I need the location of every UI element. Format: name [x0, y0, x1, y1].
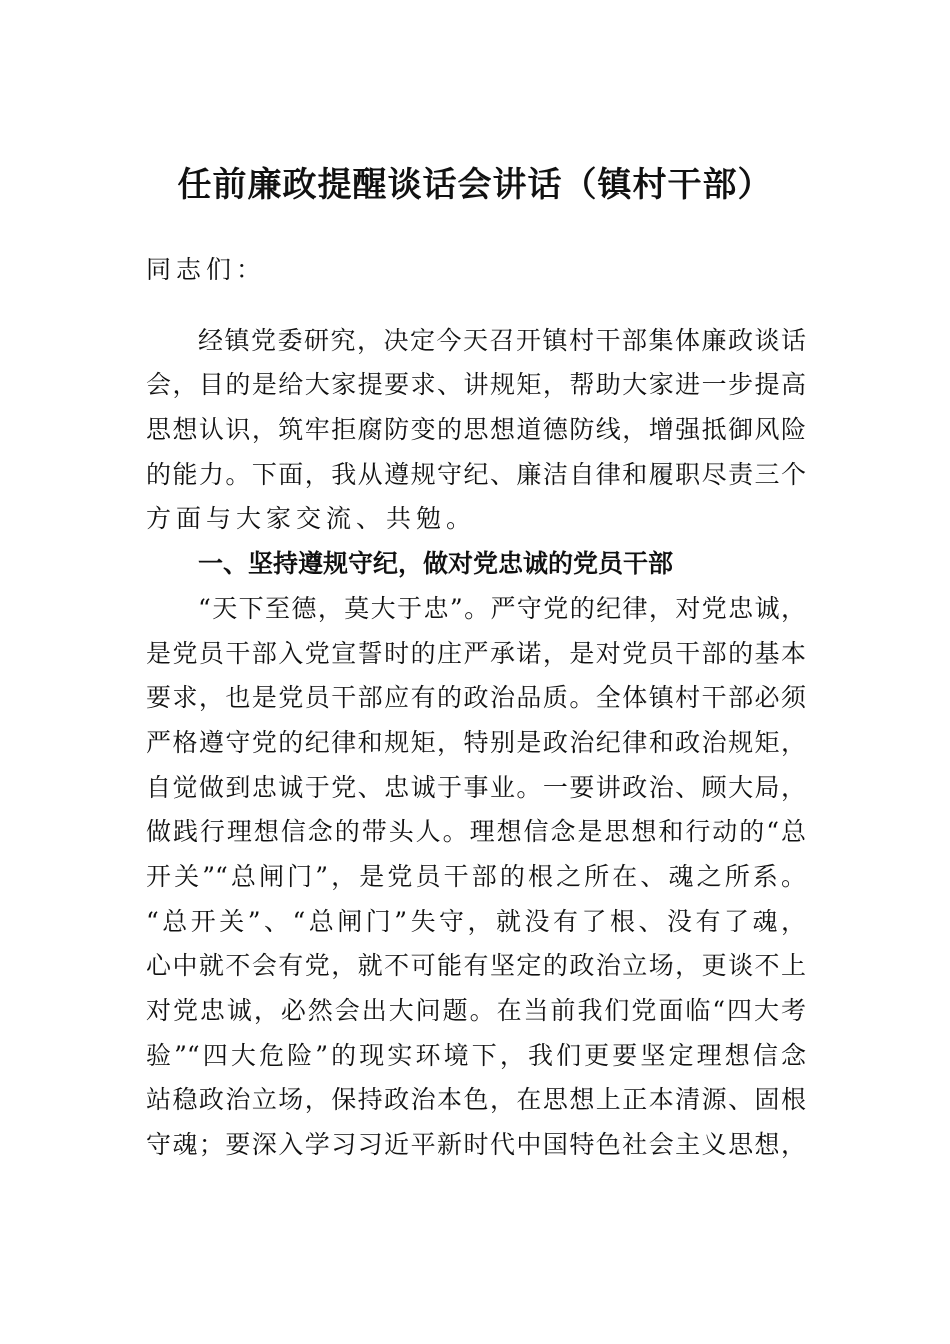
text-line: “总开关”、“总闸门”失守，就没有了根、没有了魂， [146, 906, 806, 936]
text-line: 心中就不会有党，就不可能有坚定的政治立场，更谈不上 [146, 951, 806, 981]
text-line: 做践行理想信念的带头人。理想信念是思想和行动的“总 [146, 817, 806, 847]
salutation: 同志们： [146, 255, 267, 284]
spacer [146, 293, 806, 319]
paragraph-intro [146, 319, 806, 542]
text-line: 是党员干部入党宣誓时的庄严承诺，是对党员干部的基本 [146, 638, 806, 668]
text-line: 对党忠诚，必然会出大问题。在当前我们党面临“四大考 [146, 996, 806, 1025]
document-title: 任前廉政提醒谈话会讲话（镇村干部） [177, 165, 773, 205]
text-line: 思想认识，筑牢拒腐防变的思想道德防线，增强抵御风险 [146, 415, 806, 445]
section-heading: 一、坚持遵规守纪，做对党忠诚的党员干部 [198, 549, 674, 579]
text-line: 站稳政治立场，保持政治本色，在思想上正本清源、固根 [146, 1085, 806, 1115]
paragraph-section1 [146, 587, 806, 1168]
text-line: “天下至德，莫大于忠”。严守党的纪律，对党忠诚， [198, 593, 806, 623]
text-line: 经镇党委研究，决定今天召开镇村干部集体廉政谈话 [198, 325, 806, 355]
text-line: 要求，也是党员干部应有的政治品质。全体镇村干部必须 [146, 683, 806, 713]
text-line: 自觉做到忠诚于党、忠诚于事业。一要讲政治、顾大局， [146, 772, 806, 802]
text-line: 严格遵守党的纪律和规矩，特别是政治纪律和政治规矩， [146, 727, 806, 757]
text-line: 开关”“总闸门”，是党员干部的根之所在、魂之所系。 [146, 861, 806, 891]
text-line: 的能力。下面，我从遵规守纪、廉洁自律和履职尽责三个 [146, 459, 806, 489]
text-line: 验”“四大危险”的现实环境下，我们更要坚定理想信念 [146, 1040, 806, 1070]
document-body [146, 248, 806, 1168]
text-line: 方面与大家交流、共勉。 [146, 504, 477, 534]
text-line: 守魂；要深入学习习近平新时代中国特色社会主义思想， [146, 1130, 806, 1160]
text-line: 会，目的是给大家提要求、讲规矩，帮助大家进一步提高 [146, 370, 806, 400]
